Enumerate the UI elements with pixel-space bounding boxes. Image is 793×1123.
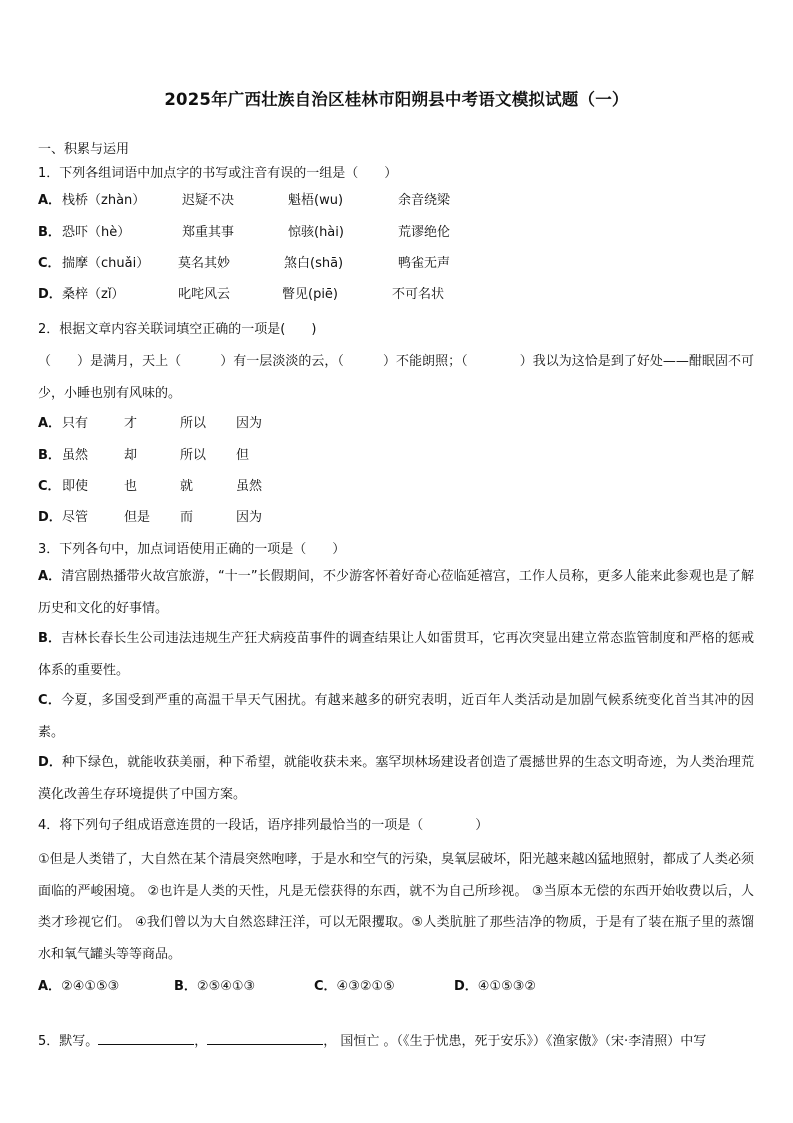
- option-letter: C．: [38, 479, 61, 494]
- option-text: ④①⑤③②: [477, 979, 537, 994]
- option-word: 桑梓（zǐ）: [62, 287, 125, 302]
- option-text: 吉林长春长生公司违法违规生产狂犬病疫苗事件的调查结果让人如雷贯耳，它再次突显出建立常态监管制度和严格的惩戒体系的重要性。: [38, 631, 754, 678]
- option-word: 虽然: [62, 448, 89, 463]
- q2-passage: （ ）是满月，天上（ ）有一层淡淡的云，（ ）不能朗照；（ ）我以为这恰是到了好处——酣眠固不可少，小睡也别有风味的。: [38, 354, 754, 401]
- option-letter: D．: [454, 979, 478, 994]
- option-letter: A．: [38, 569, 62, 584]
- q1-stem: 1．下列各组词语中加点字的书写或注音有误的一组是（ ）: [38, 166, 398, 181]
- option-word: 煞白(shā): [284, 256, 344, 271]
- q4-stem: 4．将下列句子组成语意连贯的一段话，语序排列最恰当的一项是（ ）: [38, 818, 489, 833]
- option-letter: C．: [38, 256, 61, 271]
- option-word: 却: [124, 448, 138, 463]
- q4-option-d: [454, 978, 536, 996]
- option-word: 余音绕梁: [398, 193, 451, 208]
- option-text: 清宫剧热播带火故宫旅游，“十一”长假期间，不少游客怀着好奇心莅临延禧宫，工作人员称，更多人能来此参观也是了解历史和文化的好事情。: [38, 569, 754, 616]
- option-letter: D．: [38, 287, 62, 302]
- option-letter: C．: [314, 979, 337, 994]
- fill-blank[interactable]: [98, 1030, 194, 1045]
- q5-prefix: 5．默写。: [38, 1034, 99, 1049]
- option-word: 就: [180, 479, 194, 494]
- option-text: ②④①⑤③: [61, 979, 120, 994]
- option-letter: B．: [174, 979, 197, 994]
- q4-passage: ①但是人类错了，大自然在某个清晨突然咆哮，于是水和空气的污染，臭氧层破坏，阳光越来越凶猛地照射，都成了人类必须面临的严峻困境。 ②也许是人类的天性，凡是无偿获得的东西，就不为自己所珍视。 ③当原本无偿的东西开始收费以后，人类才珍视它们。 ④我们曾以为大自然恣肆汪洋，可以无限攫取。⑤人类肮脏了那些洁净的物质，于是有了装在瓶子里的蒸馏水和氧气罐头等等商品。: [38, 852, 754, 962]
- option-word: 鸭雀无声: [398, 256, 451, 271]
- option-letter: D．: [38, 510, 62, 525]
- option-word: 所以: [180, 448, 207, 463]
- q4-option-b: [174, 978, 255, 996]
- option-letter: D．: [38, 755, 62, 770]
- option-word: 惊骇(hài): [288, 225, 344, 240]
- option-text: 今夏，多国受到严重的高温干旱天气困扰。有越来越多的研究表明，近百年人类活动是加剧气候系统变化首当其冲的因素。: [38, 693, 754, 740]
- option-word: 荒谬绝伦: [398, 225, 451, 240]
- option-word: 莫名其妙: [178, 256, 231, 271]
- fill-blank[interactable]: [207, 1030, 323, 1045]
- option-letter: A．: [38, 416, 62, 431]
- option-text: ②⑤④①③: [196, 979, 256, 994]
- option-letter: B．: [38, 225, 61, 240]
- option-word: 所以: [180, 416, 207, 431]
- option-letter: B．: [38, 448, 61, 463]
- page-title: 2025年广西壮族自治区桂林市阳朔县中考语文模拟试题（一）: [164, 90, 629, 109]
- option-word: 但是: [124, 510, 151, 525]
- option-word: 郑重其事: [182, 225, 235, 240]
- option-word: 因为: [236, 416, 263, 431]
- q5-text: ， 国恒亡 。（《生于忧患，死于安乐》）《渔家傲》（宋·李清照）中写: [323, 1034, 707, 1049]
- q4-option-c: [314, 978, 395, 996]
- option-word: 但: [236, 448, 250, 463]
- option-word: 不可名状: [392, 287, 445, 302]
- option-letter: C．: [38, 693, 62, 708]
- q5-separator: ，: [194, 1034, 208, 1049]
- option-word: 即使: [62, 479, 89, 494]
- q4-option-a: [38, 978, 119, 996]
- option-word: 揣摩（chuǎi）: [62, 256, 150, 271]
- section-heading: 一、积累与运用: [38, 142, 130, 157]
- q3-option-c: [38, 685, 754, 748]
- option-word: 才: [124, 416, 138, 431]
- option-text: ④③②①⑤: [336, 979, 395, 994]
- option-word: 而: [180, 510, 194, 525]
- option-word: 只有: [62, 416, 89, 431]
- q3-option-a: [38, 561, 754, 624]
- option-word: 栈桥（zhàn）: [62, 193, 146, 208]
- option-word: 魁梧(wu): [288, 193, 344, 208]
- option-word: 也: [124, 479, 138, 494]
- q2-stem: 2．根据文章内容关联词填空正确的一项是( ): [38, 322, 317, 337]
- q3-option-b: [38, 623, 754, 686]
- option-word: 因为: [236, 510, 263, 525]
- option-letter: A．: [38, 979, 62, 994]
- option-letter: B．: [38, 631, 62, 646]
- option-word: 迟疑不决: [182, 193, 235, 208]
- option-word: 瞥见(piē): [282, 287, 339, 302]
- q3-option-d: [38, 747, 754, 810]
- option-text: 种下绿色，就能收获美丽，种下希望，就能收获未来。塞罕坝林场建设者创造了震撼世界的生态文明奇迹，为人类治理荒漠化改善生存环境提供了中国方案。: [38, 755, 754, 802]
- option-word: 恐吓（hè）: [62, 225, 131, 240]
- option-word: 叱咤风云: [178, 287, 231, 302]
- q3-stem: 3．下列各句中，加点词语使用正确的一项是（ ）: [38, 542, 346, 557]
- option-letter: A．: [38, 193, 62, 208]
- option-word: 虽然: [236, 479, 263, 494]
- option-word: 尽管: [62, 510, 89, 525]
- q5-line: [38, 1030, 706, 1051]
